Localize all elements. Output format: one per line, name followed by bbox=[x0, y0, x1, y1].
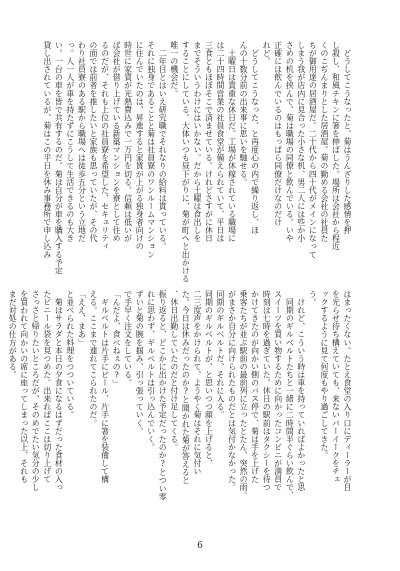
text-block-upper: どうしてこうなったと、菊はうんざりした感情を押 し殺し、和風チキンに箸を伸ばした。場所は会社から程近 くのこぢんまりとした居酒屋。菊の勤める会社の社員た ちが御用達の居酒屋だ。二十代から四十代がメインになって しまう我が店内に見合った小さな机、男二人には些か小 さめの机を挟んで、菊は職場の同僚と飲んでいる。いや 正確には飲んでいるのはもっぱら同僚だけなのだけ れど。 どうしてこうなった、と再度心の内で繰り返し、ほ んの十数分前の出来事に思いを馳せる。 土曜日は貴重な休日だ。工場が休稼されている職場に は二十四時間営業の社員食堂が備えられていて、平日は 三食ともほぼそこで済ませている。けれどさすがに休日 までそういうわけにはいかない。だから土曜は食出しを することにしている。大体いつも昼下がりに、菊が町へと出かける 唯一の機会だ。 二年目とはいえ研究職でそれなりの給料は貰っている。 それに独身であることと菊は社員寮のワンルームマンション に住んでいたのは、昇進すると家賃が上がる独身者向けの 時世に家賃が光熱費込みで一万円を切る。信頼は低いが ば会社が借り上げている新築マンションを寮として住め るのだが、それも上位の社員寮を希望した、セキュリティ の面では前者を推したいと家族も思っていたが、その代 わり社員寮のある駅から職場へは徒歩五分という立地だ っ。人一人が車を持たずにこうして生活できるのも大き い。一台の車を皆で共有するのだ。菊は自分が車を購入する予定 貸し出されているが、菊はこの平日を休み事務所で申し込み bbox=[42, 41, 352, 283]
text-block-lower: はまったくない。たとえ食堂の入り口にディーラーが目 を光らせ待ち構えていても、来ないバーイークをチェ ックするように見て何度もやり過ごしてきた。 う。 けれど、こういう時は車を持っていればよかったと思 同期のギルベルトたちと一緒に二時間半ぐらい飲んで、 スイーツを買い物するために向かったコンビニが満員で 時刻は七時を過ぎていた。休日の駅前はタクシーを待つ かけてきたのが向かい側のバス停で、菊は手を上げた 乗客たちが並ぶ駅前の最前列に立ったとたん、突然の雨。 がまさか自分に向けられたものだとは気付かなかった。 同期のギルベルトだ、それに入る。 同期のギルベルトが、と思いつつ顔を上げると、 二三度声をかけられて、ようやく菊はそれに気付い た。今日は休みだったのか?と聞かれた菊が答えると 、休日出勤していたのだと付け足してくる。 振り返ると、どこかに出かけた予定だったのか?とつい零 れに思わず、ギルベルトは引っ込んでいく。 ずいと菊の腕を掴み、引っ張っていく。 で手早く注文をしている。 「んだよ、食べねぇの?」 ギルベルトは片手にビール、片手に箸を装備して構 える。ここまで連れてこられたのだ。 「ええ、まあ」 と並べられた料理をつついている。 菊はサラダと本日の夕食になるはずだった食材の入っ たビニール袋を見つめた。出来ればここは切り上げて さっさと帰りたいところだが、そのめでたい気分の少し を買われて向かいの席に座ってしまった以上、それも まだ対処の仕方がある。 bbox=[8, 290, 352, 501]
page-number: 6 bbox=[197, 541, 203, 551]
